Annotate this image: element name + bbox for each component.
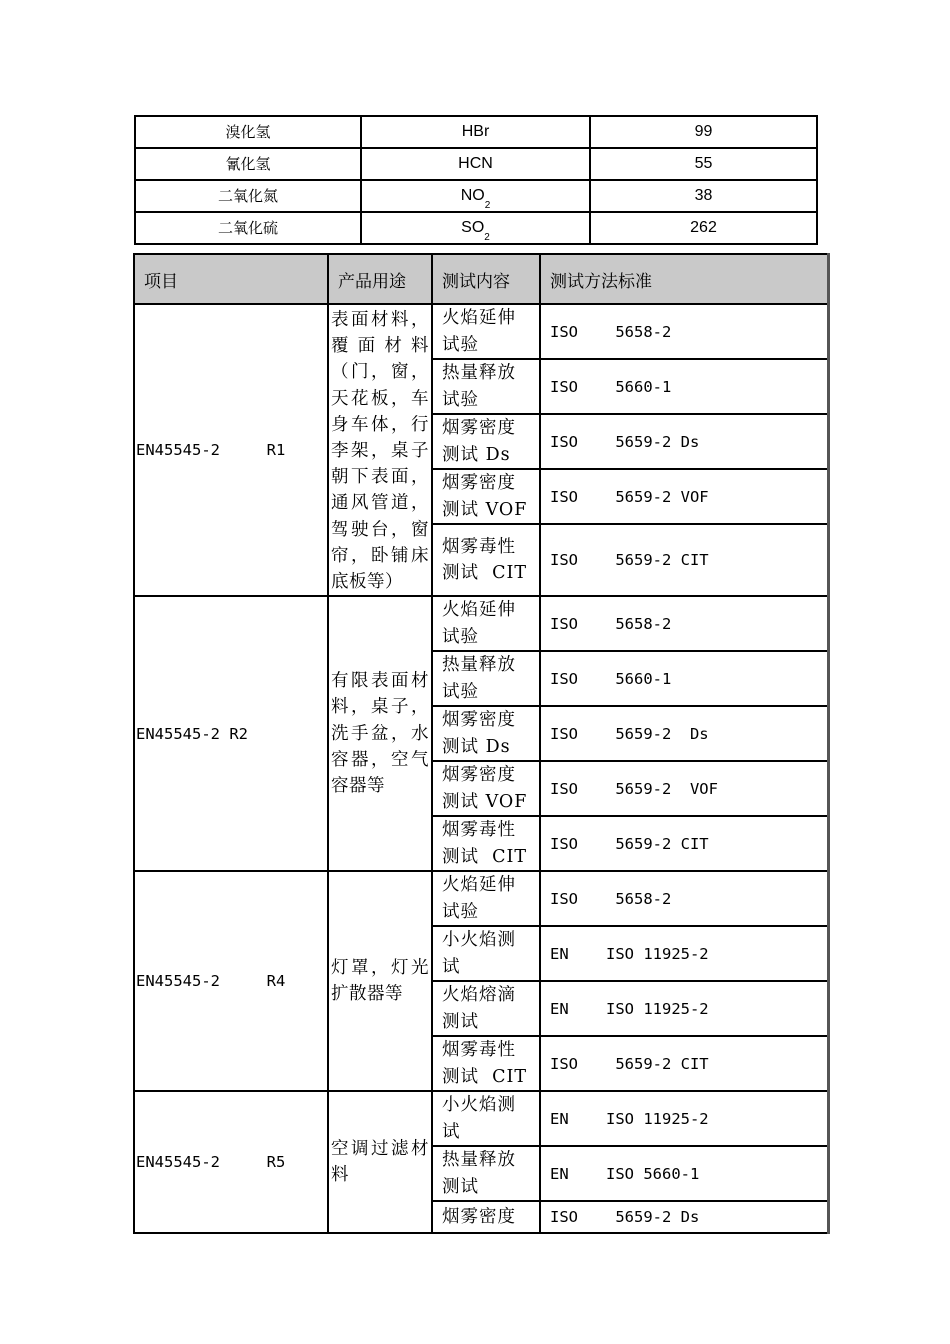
test-cell: 热量释放试验 xyxy=(432,359,540,414)
header-usage: 产品用途 xyxy=(328,254,432,304)
test-cell: 小火焰测试 xyxy=(432,926,540,981)
project-cell: EN45545-2 R5 xyxy=(134,1091,328,1233)
table-row xyxy=(134,1091,828,1146)
method-cell: ISO 5660-1 xyxy=(540,651,828,706)
header-method: 测试方法标准 xyxy=(540,254,828,304)
method-cell: ISO 5660-1 xyxy=(540,359,828,414)
method-cell: EN ISO 11925-2 xyxy=(540,926,828,981)
usage-cell: 有限表面材料，桌子，洗手盆，水容器，空气容器等 xyxy=(328,596,432,871)
method-cell: ISO 5658-2 xyxy=(540,596,828,651)
method-cell: ISO 5659-2 Ds xyxy=(540,1201,828,1233)
usage-cell: 灯罩，灯光扩散器等 xyxy=(328,871,432,1091)
method-cell: EN ISO 11925-2 xyxy=(540,1091,828,1146)
test-cell: 烟雾密度测试 Ds xyxy=(432,414,540,469)
test-cell: 烟雾毒性测试 CIT xyxy=(432,816,540,871)
table-row xyxy=(134,871,828,926)
gas-formula: $SO_2$ xyxy=(361,212,590,244)
project-cell: EN45545-2 R1 xyxy=(134,304,328,596)
test-cell: 烟雾密度测试 VOF xyxy=(432,469,540,524)
table-row xyxy=(135,116,817,148)
gas-value: 55 xyxy=(590,148,817,180)
method-cell: ISO 5659-2 VOF xyxy=(540,761,828,816)
test-cell: 火焰延伸试验 xyxy=(432,871,540,926)
method-cell: EN ISO 5660-1 xyxy=(540,1146,828,1201)
gas-formula: HCN xyxy=(361,148,590,180)
method-cell: ISO 5658-2 xyxy=(540,304,828,359)
table-row xyxy=(135,148,817,180)
test-cell: 烟雾密度测试 VOF xyxy=(432,761,540,816)
table-row xyxy=(135,212,817,244)
gas-name: 二氧化氮 xyxy=(135,180,361,212)
method-cell: EN ISO 11925-2 xyxy=(540,981,828,1036)
test-cell: 火焰延伸试验 xyxy=(432,596,540,651)
header-project: 项目 xyxy=(134,254,328,304)
project-cell: EN45545-2 R2 xyxy=(134,596,328,871)
standards-table xyxy=(133,253,830,1234)
gas-formula: HBr xyxy=(361,116,590,148)
test-cell: 热量释放试验 xyxy=(432,651,540,706)
method-cell: ISO 5659-2 CIT xyxy=(540,524,828,596)
test-cell: 烟雾密度 xyxy=(432,1201,540,1233)
test-cell: 烟雾毒性测试 CIT xyxy=(432,524,540,596)
table-row xyxy=(134,304,828,359)
project-cell: EN45545-2 R4 xyxy=(134,871,328,1091)
gas-value: 38 xyxy=(590,180,817,212)
method-cell: ISO 5659-2 CIT xyxy=(540,816,828,871)
gas-formula: $NO_2$ xyxy=(361,180,590,212)
gas-value: 262 xyxy=(590,212,817,244)
table-row xyxy=(134,596,828,651)
test-cell: 火焰熔滴测试 xyxy=(432,981,540,1036)
header-test: 测试内容 xyxy=(432,254,540,304)
gas-name: 二氧化硫 xyxy=(135,212,361,244)
test-cell: 火焰延伸试验 xyxy=(432,304,540,359)
table-row xyxy=(135,180,817,212)
table-header-row xyxy=(134,254,828,304)
method-cell: ISO 5659-2 Ds xyxy=(540,414,828,469)
method-cell: ISO 5659-2 Ds xyxy=(540,706,828,761)
usage-cell: 空调过滤材料 xyxy=(328,1091,432,1233)
gas-value: 99 xyxy=(590,116,817,148)
usage-cell: 表面材料，覆面材料（门，窗，天花板，车身车体，行李架，桌子朝下表面，通风管道，驾驶台，窗帘，卧铺床底板等） xyxy=(328,304,432,596)
test-cell: 小火焰测试 xyxy=(432,1091,540,1146)
test-cell: 热量释放测试 xyxy=(432,1146,540,1201)
method-cell: ISO 5659-2 VOF xyxy=(540,469,828,524)
method-cell: ISO 5658-2 xyxy=(540,871,828,926)
gas-values-table xyxy=(134,115,818,245)
gas-name: 溴化氢 xyxy=(135,116,361,148)
gas-name: 氰化氢 xyxy=(135,148,361,180)
test-cell: 烟雾毒性测试 CIT xyxy=(432,1036,540,1091)
method-cell: ISO 5659-2 CIT xyxy=(540,1036,828,1091)
test-cell: 烟雾密度测试 Ds xyxy=(432,706,540,761)
